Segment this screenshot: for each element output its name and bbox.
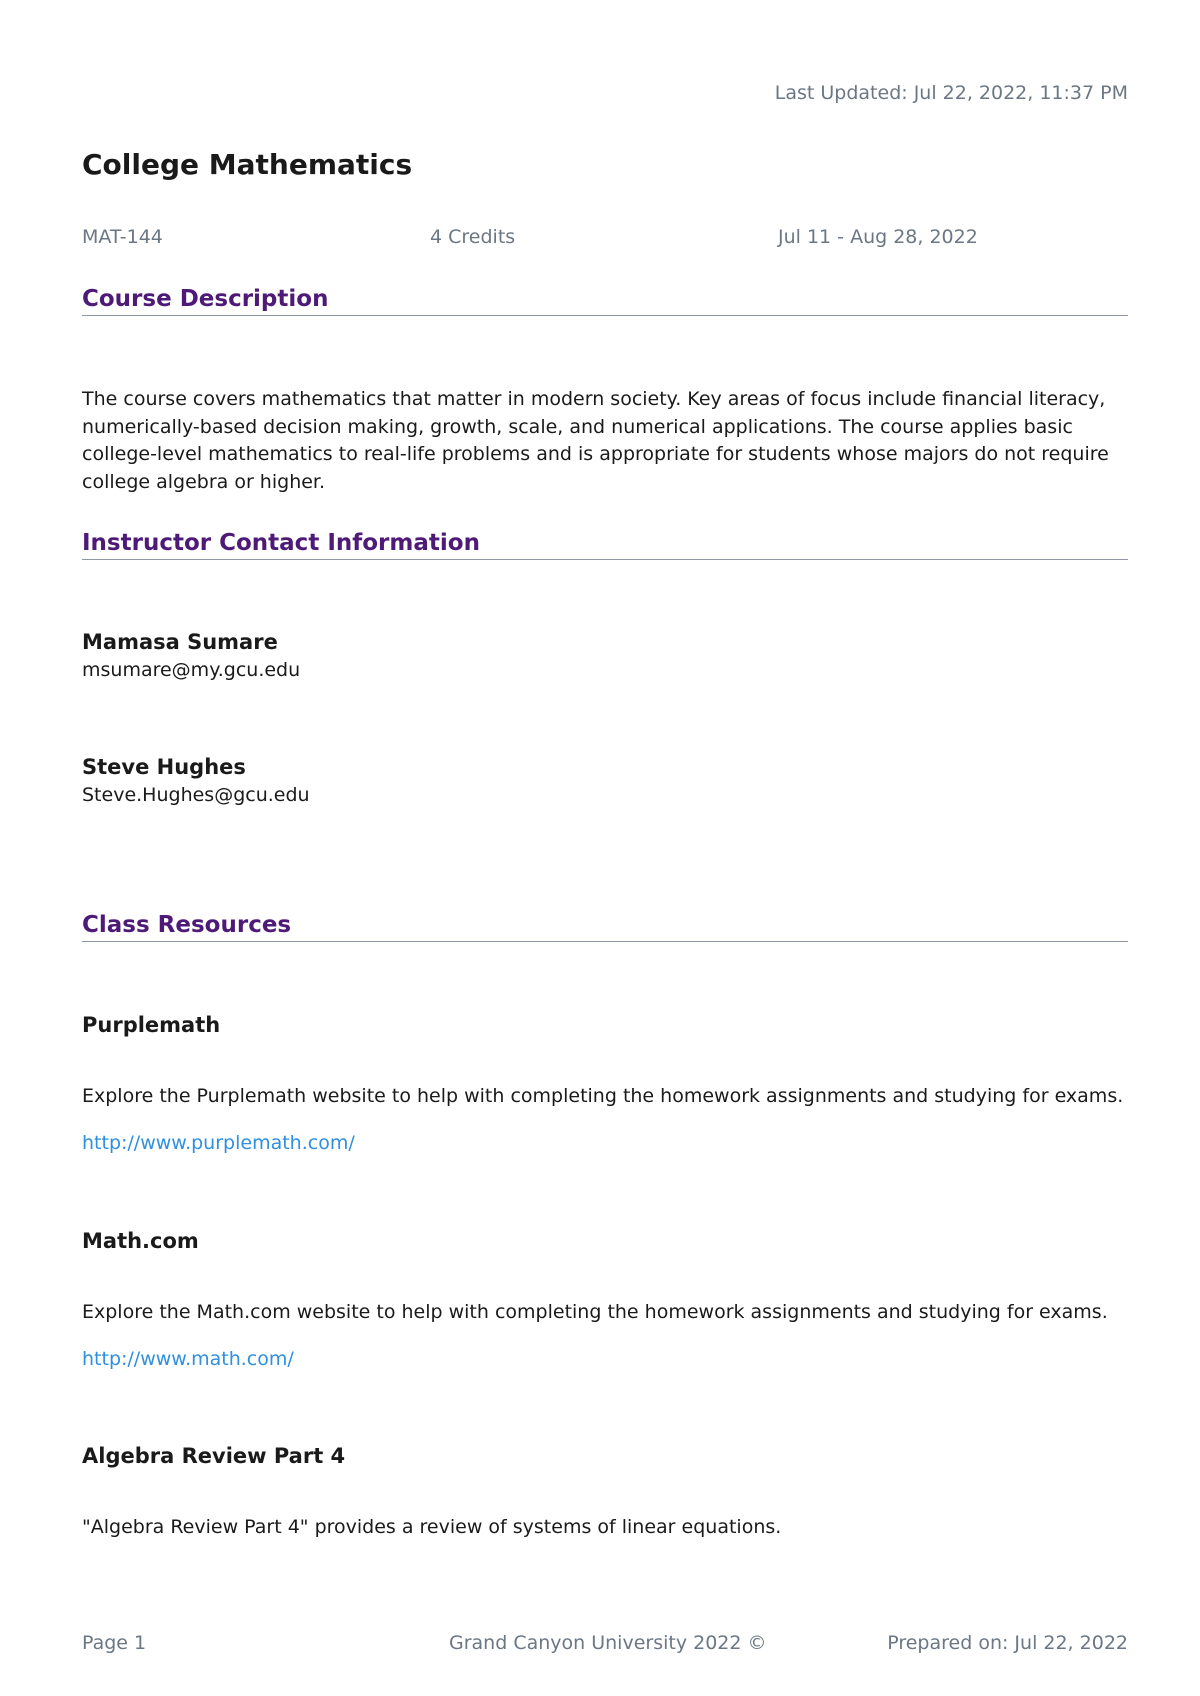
resource-description: Explore the Math.com website to help with completing the homework assignments and studying for exams. (82, 1301, 1108, 1323)
class-resources-heading: Class Resources (82, 912, 1128, 942)
instructor-email[interactable]: Steve.Hughes@gcu.edu (82, 784, 310, 806)
instructor-name: Mamasa Sumare (82, 630, 278, 654)
course-code: MAT-144 (82, 226, 163, 248)
resource-description: Explore the Purplemath website to help with completing the homework assignments and studying for exams. (82, 1085, 1124, 1107)
resource-title: Purplemath (82, 1013, 221, 1037)
instructor-name: Steve Hughes (82, 755, 246, 779)
prepared-date: Prepared on: Jul 22, 2022 (887, 1632, 1128, 1654)
course-description-text: The course covers mathematics that matter in modern society. Key areas of focus include financial literacy, numerically-based decision making, growth, scale, and numerical applications. The course applies basic college-level mathematics to real-life problems and is appropriate for students whose majors do not require college algebra or higher. (82, 388, 1109, 493)
course-description-heading: Course Description (82, 286, 1128, 316)
resource-link[interactable]: http://www.purplemath.com/ (82, 1132, 355, 1154)
last-updated: Last Updated: Jul 22, 2022, 11:37 PM (774, 82, 1128, 104)
resource-title: Algebra Review Part 4 (82, 1444, 346, 1468)
syllabus-page (82, 0, 1128, 1696)
copyright-notice: Grand Canyon University 2022 © (449, 1632, 767, 1654)
course-title: College Mathematics (82, 148, 413, 181)
page-number: Page 1 (82, 1632, 147, 1654)
instructor-email[interactable]: msumare@my.gcu.edu (82, 659, 301, 681)
resource-link[interactable]: http://www.math.com/ (82, 1348, 294, 1370)
course-credits: 4 Credits (430, 226, 516, 248)
resource-description: "Algebra Review Part 4" provides a review of systems of linear equations. (82, 1516, 782, 1538)
course-dates: Jul 11 - Aug 28, 2022 (778, 226, 978, 248)
resource-title: Math.com (82, 1229, 199, 1253)
instructor-contact-heading: Instructor Contact Information (82, 530, 1128, 560)
